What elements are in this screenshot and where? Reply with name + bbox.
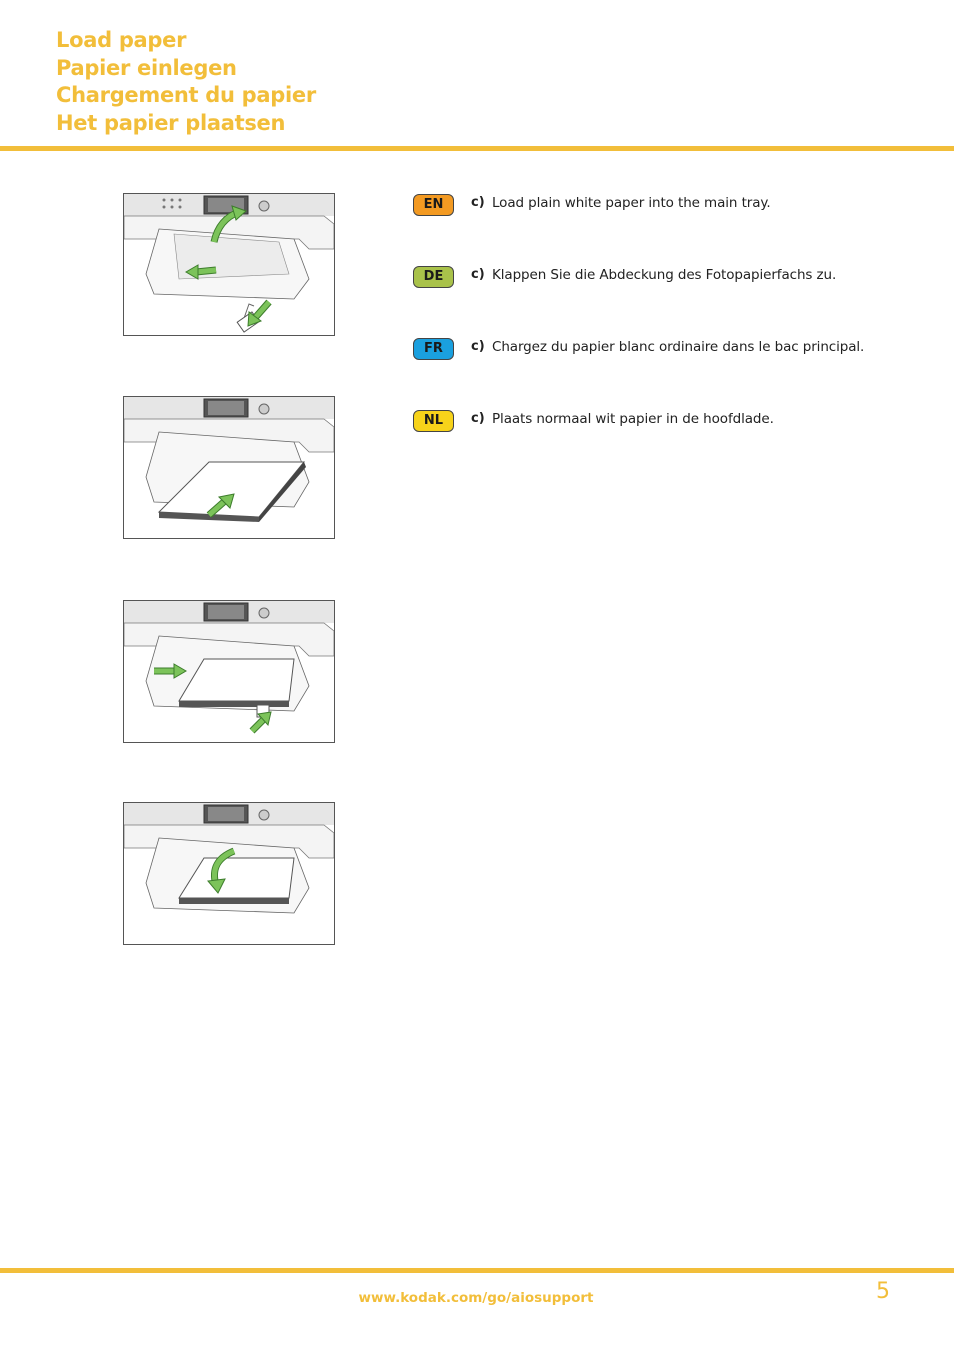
step-letter: c) [471,267,485,282]
step-nl [413,410,893,434]
adjust-guides-arrows-icon [124,601,334,742]
step-letter: c) [471,411,485,426]
step-text: Load plain white paper into the main tray. [492,195,771,211]
page-title-de: Papier einlegen [56,55,237,80]
printer-figure-1 [123,193,335,336]
printer-figure-4 [123,802,335,945]
footer-link-wrapper [0,1290,954,1306]
language-badge-en: EN [413,194,454,216]
footer-divider [0,1268,954,1273]
printer-figure-2 [123,396,335,539]
page-number: 5 [876,1279,890,1304]
header-divider [0,146,954,151]
page-title-fr: Chargement du papier [56,83,316,107]
printer-figure-3 [123,600,335,743]
page-title-nl: Het papier plaatsen [56,110,286,135]
step-text: Chargez du papier blanc ordinaire dans le bac principal. [492,339,865,355]
step-text: Klappen Sie die Abdeckung des Fotopapierfachs zu. [492,267,837,283]
step-letter: c) [471,195,485,210]
step-fr [413,338,893,362]
language-badge-de: DE [413,266,454,288]
support-url-link[interactable]: www.kodak.com/go/aiosupport [358,1290,594,1306]
close-cover-arrow-icon [124,803,334,944]
open-tray-arrows-icon [124,194,334,335]
step-text: Plaats normaal wit papier in de hoofdlade. [492,411,774,427]
language-badge-fr: FR [413,338,454,360]
page-title-en: Load paper [56,28,187,52]
page-title-block [56,27,316,137]
step-letter: c) [471,339,485,354]
language-badge-nl: NL [413,410,454,432]
insert-paper-arrow-icon [124,397,334,538]
step-de [413,266,893,290]
step-en [413,194,893,218]
